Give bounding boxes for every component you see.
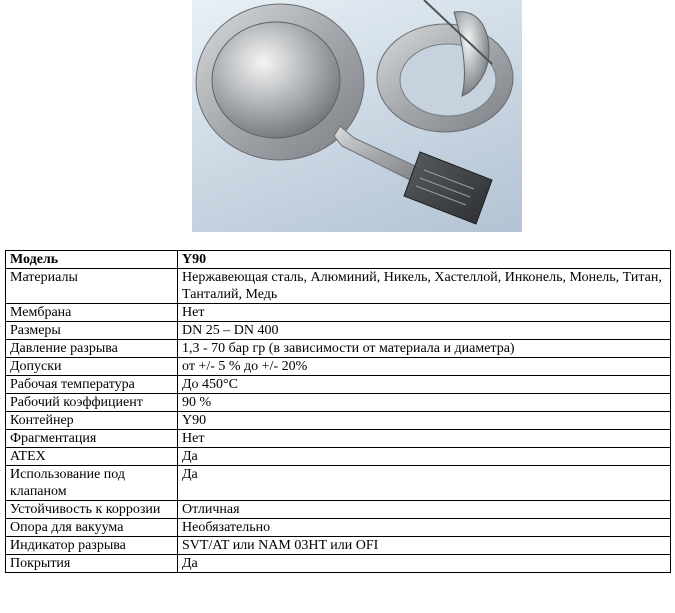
- table-row: [6, 322, 671, 340]
- row-label: Рабочий коэффициент: [6, 394, 178, 412]
- table-row: [6, 269, 671, 304]
- table-row: [6, 555, 671, 573]
- row-label: Мембрана: [6, 304, 178, 322]
- row-label: Использование под клапаном: [6, 466, 178, 501]
- row-label: Давление разрыва: [6, 340, 178, 358]
- row-value: До 450°C: [178, 376, 671, 394]
- row-label: Устойчивость к коррозии: [6, 501, 178, 519]
- row-value: от +/- 5 % до +/- 20%: [178, 358, 671, 376]
- row-label: Опора для вакуума: [6, 519, 178, 537]
- row-label: ATEX: [6, 448, 178, 466]
- row-value: Да: [178, 466, 671, 501]
- row-label: Допуски: [6, 358, 178, 376]
- specs-table: [5, 250, 671, 573]
- table-row: [6, 519, 671, 537]
- row-value: Y90: [178, 412, 671, 430]
- table-row: [6, 466, 671, 501]
- row-value: Нет: [178, 430, 671, 448]
- row-value: 90 %: [178, 394, 671, 412]
- table-row: [6, 358, 671, 376]
- row-label: Фрагментация: [6, 430, 178, 448]
- row-label: Индикатор разрыва: [6, 537, 178, 555]
- row-value: SVT/AT или NAM 03HT или OFI: [178, 537, 671, 555]
- table-row: [6, 304, 671, 322]
- table-row: [6, 501, 671, 519]
- product-photo: [192, 0, 522, 232]
- row-label: Размеры: [6, 322, 178, 340]
- row-label: Материалы: [6, 269, 178, 304]
- table-row: [6, 412, 671, 430]
- row-value: Нержавеющая сталь, Алюминий, Никель, Хастеллой, Инконель, Монель, Титан, Танталий, Медь: [178, 269, 671, 304]
- row-value: 1,3 - 70 бар гр (в зависимости от материала и диаметра): [178, 340, 671, 358]
- table-row: [6, 448, 671, 466]
- row-value: Необязательно: [178, 519, 671, 537]
- row-value: Отличная: [178, 501, 671, 519]
- row-label: Контейнер: [6, 412, 178, 430]
- row-value: Да: [178, 448, 671, 466]
- row-label: Рабочая температура: [6, 376, 178, 394]
- table-row: [6, 376, 671, 394]
- table-header-row: [6, 251, 671, 269]
- header-value: Y90: [178, 251, 671, 269]
- row-label: Покрытия: [6, 555, 178, 573]
- row-value: DN 25 – DN 400: [178, 322, 671, 340]
- header-label: Модель: [6, 251, 178, 269]
- row-value: Нет: [178, 304, 671, 322]
- table-row: [6, 430, 671, 448]
- table-row: [6, 394, 671, 412]
- table-row: [6, 537, 671, 555]
- row-value: Да: [178, 555, 671, 573]
- table-row: [6, 340, 671, 358]
- rupture-disc-illustration: [192, 0, 522, 232]
